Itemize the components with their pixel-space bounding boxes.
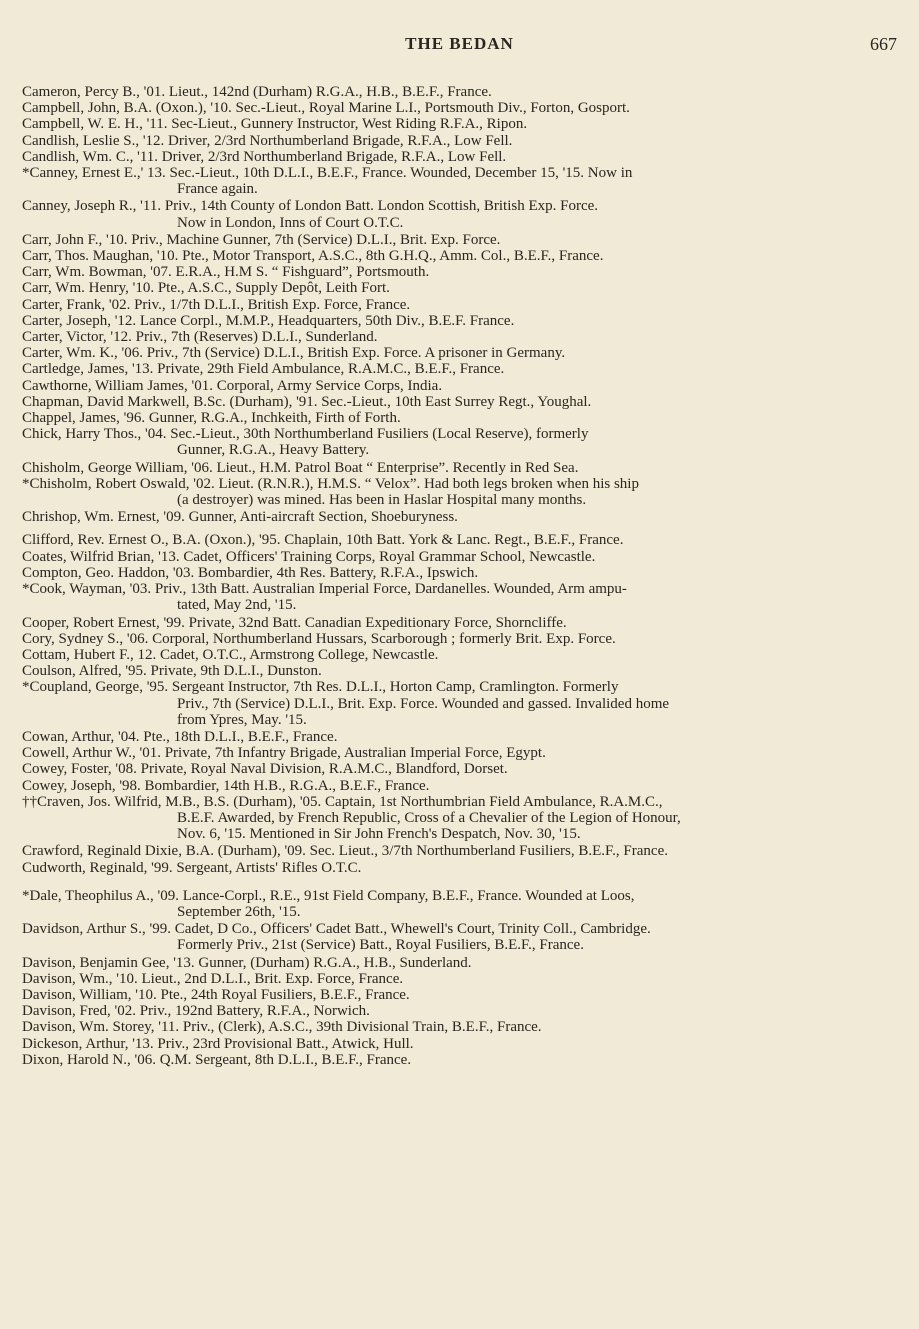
list-item: Davison, Wm. Storey, '11. Priv., (Clerk), A.S.C., 39th Divisional Train, B.E.F., France. <box>22 1019 542 1036</box>
list-item: Chapman, David Markwell, B.Sc. (Durham), '91. Sec.-Lieut., 10th East Surrey Regt., Youghal. <box>22 393 592 410</box>
list-item: Candlish, Wm. C., '11. Driver, 2/3rd Northumberland Brigade, R.F.A., Low Fell. <box>22 148 507 165</box>
list-item: Crawford, Reginald Dixie, B.A. (Durham), '09. Sec. Lieut., 3/7th Northumberland Fusiliers, B.E.F., France. <box>22 843 668 860</box>
list-item: *Chisholm, Robert Oswald, '02. Lieut. (R.N.R.), H.M.S. “ Velox”. Had both legs broken when his ship (a destroyer) was mined. Has been in Haslar Hospital many months. <box>22 475 639 509</box>
list-item: Campbell, John, B.A. (Oxon.), '10. Sec.-Lieut., Royal Marine L.I., Portsmouth Div., Forton, Gosport. <box>22 100 630 117</box>
list-item: *Canney, Ernest E.,' 13. Sec.-Lieut., 10th D.L.I., B.E.F., France. Wounded, December 15, '15. Now in France again. <box>22 165 633 198</box>
section-gap <box>22 525 914 532</box>
list-item: Clifford, Rev. Ernest O., B.A. (Oxon.), '95. Chaplain, 10th Batt. York & Lanc. Regt., B.E.F., France. <box>22 532 624 549</box>
list-item: Carr, Wm. Bowman, '07. E.R.A., H.M S. “ Fishguard”, Portsmouth. <box>22 264 430 281</box>
list-item: Cowey, Foster, '08. Private, Royal Naval Division, R.A.M.C., Blandford, Dorset. <box>22 761 508 778</box>
list-item: ††Craven, Jos. Wilfrid, M.B., B.S. (Durham), '05. Captain, 1st Northumbrian Field Ambulance, R.A.M.C., B.E.F. Awarded, by French Republic, Cross of a Chevalier of the Legion of Honour, Nov. 6, '15. Mentioned in Sir John French's Despatch, Nov. 30, '15. <box>22 793 681 843</box>
list-item: Chick, Harry Thos., '04. Sec.-Lieut., 30th Northumberland Fusiliers (Local Reserve), formerly Gunner, R.G.A., Heavy Battery. <box>22 426 589 459</box>
list-item: Coulson, Alfred, '95. Private, 9th D.L.I., Dunston. <box>22 663 322 680</box>
list-item: Dixon, Harold N., '06. Q.M. Sergeant, 8th D.L.I., B.E.F., France. <box>22 1051 412 1068</box>
list-item: Cottam, Hubert F., 12. Cadet, O.T.C., Armstrong College, Newcastle. <box>22 646 439 663</box>
list-item: Carr, Wm. Henry, '10. Pte., A.S.C., Supply Depôt, Leith Fort. <box>22 280 390 297</box>
list-item: Carter, Joseph, '12. Lance Corpl., M.M.P., Headquarters, 50th Div., B.E.F. France. <box>22 312 515 329</box>
list-item: Cowan, Arthur, '04. Pte., 18th D.L.I., B.E.F., France. <box>22 728 338 745</box>
list-item: Carter, Victor, '12. Priv., 7th (Reserves) D.L.I., Sunderland. <box>22 329 378 346</box>
list-item: *Cook, Wayman, '03. Priv., 13th Batt. Australian Imperial Force, Dardanelles. Wounded, Arm ampu- tated, May 2nd, '15. <box>22 581 627 614</box>
section-gap <box>22 876 914 888</box>
list-item: Carr, Thos. Maughan, '10. Pte., Motor Transport, A.S.C., 8th G.H.Q., Amm. Col., B.E.F., France. <box>22 248 604 265</box>
list-item: Cowey, Joseph, '98. Bombardier, 14th H.B., R.G.A., B.E.F., France. <box>22 777 430 794</box>
list-item: Carter, Wm. K., '06. Priv., 7th (Service) D.L.I., British Exp. Force. A prisoner in Germany. <box>22 345 566 362</box>
list-item: Cooper, Robert Ernest, '99. Private, 32nd Batt. Canadian Expeditionary Force, Shorncliffe. <box>22 614 567 631</box>
list-item: Chappel, James, '96. Gunner, R.G.A., Inchkeith, Firth of Forth. <box>22 410 401 427</box>
list-item: Coates, Wilfrid Brian, '13. Cadet, Officers' Training Corps, Royal Grammar School, Newcastle. <box>22 548 596 565</box>
list-item: Campbell, W. E. H., '11. Sec-Lieut., Gunnery Instructor, West Riding R.F.A., Ripon. <box>22 116 528 133</box>
list-item: Davison, William, '10. Pte., 24th Royal Fusiliers, B.E.F., France. <box>22 986 410 1003</box>
list-item: Cawthorne, William James, '01. Corporal, Army Service Corps, India. <box>22 377 443 394</box>
list-item: Davison, Fred, '02. Priv., 192nd Battery, R.F.A., Norwich. <box>22 1003 370 1020</box>
list-item: Candlish, Leslie S., '12. Driver, 2/3rd Northumberland Brigade, R.F.A., Low Fell. <box>22 132 513 149</box>
list-item: Carr, John F., '10. Priv., Machine Gunner, 7th (Service) D.L.I., Brit. Exp. Force. <box>22 231 501 248</box>
list-item: Chisholm, George William, '06. Lieut., H.M. Patrol Boat “ Enterprise”. Recently in Red Sea. <box>22 459 579 476</box>
list-item: Chrishop, Wm. Ernest, '09. Gunner, Anti-aircraft Section, Shoeburyness. <box>22 509 458 526</box>
list-item: Davison, Wm., '10. Lieut., 2nd D.L.I., Brit. Exp. Force, France. <box>22 970 404 987</box>
list-item: Davison, Benjamin Gee, '13. Gunner, (Durham) R.G.A., H.B., Sunderland. <box>22 954 472 971</box>
list-item: Cory, Sydney S., '06. Corporal, Northumberland Hussars, Scarborough ; formerly Brit. Exp. Force. <box>22 630 616 647</box>
list-item: Cameron, Percy B., '01. Lieut., 142nd (Durham) R.G.A., H.B., B.E.F., France. <box>22 84 492 100</box>
list-item: Cowell, Arthur W., '01. Private, 7th Infantry Brigade, Australian Imperial Force, Egypt. <box>22 745 546 762</box>
list-item: Cartledge, James, '13. Private, 29th Field Ambulance, R.A.M.C., B.E.F., France. <box>22 361 505 378</box>
list-item: Compton, Geo. Haddon, '03. Bombardier, 4th Res. Battery, R.F.A., Ipswich. <box>22 564 479 581</box>
list-item: Dickeson, Arthur, '13. Priv., 23rd Provisional Batt., Atwick, Hull. <box>22 1035 414 1052</box>
list-item: Carter, Frank, '02. Priv., 1/7th D.L.I., British Exp. Force, France. <box>22 296 411 313</box>
page-number: 667 <box>870 34 897 54</box>
running-title: THE BEDAN <box>405 34 514 53</box>
entry-list <box>22 84 914 1068</box>
page-header <box>0 34 919 58</box>
list-item: *Coupland, George, '95. Sergeant Instructor, 7th Res. D.L.I., Horton Camp, Cramlington. Formerly Priv., 7th (Service) D.L.I., Brit. Exp. Force. Wounded and gassed. Invalided home from Ypres, May. '15. <box>22 679 670 728</box>
list-item: *Dale, Theophilus A., '09. Lance-Corpl., R.E., 91st Field Company, B.E.F., France. Wounded at Loos, September 26th, '15. <box>22 887 635 920</box>
list-item: Cudworth, Reginald, '99. Sergeant, Artists' Rifles O.T.C. <box>22 859 362 876</box>
list-item: Davidson, Arthur S., '99. Cadet, D Co., Officers' Cadet Batt., Whewell's Court, Trinity Coll., Cambridge. Formerly Priv., 21st (Service) Batt., Royal Fusiliers, B.E.F., France. <box>22 921 651 954</box>
list-item: Canney, Joseph R., '11. Priv., 14th County of London Batt. London Scottish, British Exp. Force. Now in London, Inns of Court O.T.C. <box>22 198 599 231</box>
